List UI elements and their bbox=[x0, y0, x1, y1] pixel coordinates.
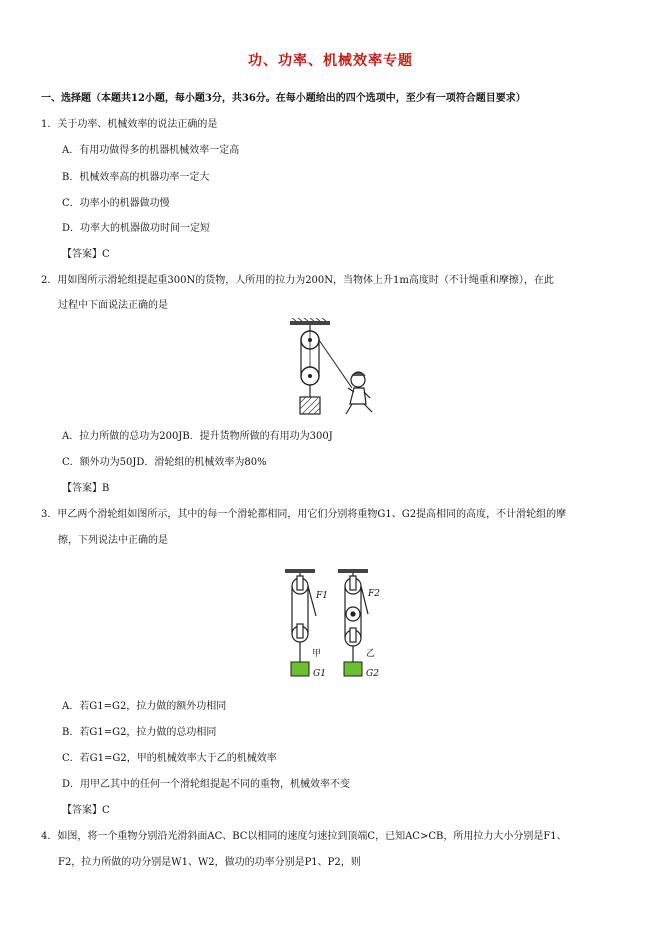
question-1-option-c: C．功率小的机器做功慢 bbox=[62, 198, 170, 209]
label-jia: 甲 bbox=[312, 649, 322, 659]
question-1-option-a: A．有用功做得多的机器机械效率一定高 bbox=[62, 145, 240, 156]
question-1-option-b: B．机械效率高的机器功率一定大 bbox=[62, 172, 210, 183]
label-f2: F2 bbox=[368, 589, 380, 599]
question-2-answer: 【答案】B bbox=[62, 483, 110, 494]
question-2-options-cd: C．额外功为50JD．滑轮组的机械效率为80% bbox=[62, 457, 267, 468]
question-4-stem-line-2: F2，拉力所做的功分别是W1、W2，做功的功率分别是P1、P2，则 bbox=[58, 857, 361, 868]
question-3-option-a: A．若G1=G2，拉力做的额外功相同 bbox=[62, 701, 227, 712]
pulley-system-yi bbox=[338, 569, 368, 662]
question-4-stem-line-1: 4．如图，将一个重物分别沿光滑斜面AC、BC以相同的速度匀速拉到顶端C，已知AC>CB，所用拉力大小分别是F1、 bbox=[41, 831, 567, 842]
person-icon bbox=[346, 372, 372, 414]
label-g2: G2 bbox=[366, 669, 379, 679]
question-2-stem-line-2: 过程中下面说法正确的是 bbox=[58, 300, 168, 311]
label-yi: 乙 bbox=[366, 649, 376, 659]
question-3-option-c: C．若G1=G2，甲的机械效率大于乙的机械效率 bbox=[62, 753, 277, 764]
question-3-option-b: B．若G1=G2，拉力做的总功相同 bbox=[62, 727, 217, 738]
question-1-option-d: D．功率大的机器做功时间一定短 bbox=[62, 223, 211, 234]
question-3-stem-line-2: 擦，下列说法中正确的是 bbox=[58, 535, 168, 546]
two-pulley-systems-figure bbox=[282, 566, 382, 686]
weight-g2 bbox=[344, 662, 362, 676]
ceiling-bar bbox=[290, 321, 330, 325]
pulley-person-figure bbox=[282, 318, 382, 418]
weight-g1 bbox=[291, 662, 309, 676]
question-3-option-d: D．用甲乙其中的任何一个滑轮组提起不同的重物，机械效率不变 bbox=[62, 779, 351, 790]
label-g1: G1 bbox=[313, 669, 326, 679]
pull-rope bbox=[319, 340, 352, 388]
question-3-answer: 【答案】C bbox=[62, 805, 110, 816]
question-2-options-ab: A．拉力所做的总功为200JB．提升货物所做的有用功为300J bbox=[62, 431, 333, 442]
question-1-answer: 【答案】C bbox=[62, 249, 110, 260]
label-f1: F1 bbox=[316, 591, 328, 601]
page-title: 功、功率、机械效率专题 bbox=[248, 53, 413, 69]
question-1-stem: 1．关于功率、机械效率的说法正确的是 bbox=[41, 119, 218, 130]
question-2-stem-line-1: 2．用如图所示滑轮组提起重300N的货物，人所用的拉力为200N，当物体上升1m高度时（不计绳重和摩擦），在此 bbox=[41, 275, 554, 286]
question-3-stem-line-1: 3．甲乙两个滑轮组如图所示，其中的每一个滑轮都相同，用它们分别将重物G1、G2提高相同的高度，不计滑轮组的摩 bbox=[41, 509, 567, 520]
section-heading: 一、选择题（本题共12小题，每小题3分，共36分。在每小题给出的四个选项中，至少有一项符合题目要求） bbox=[41, 93, 526, 104]
